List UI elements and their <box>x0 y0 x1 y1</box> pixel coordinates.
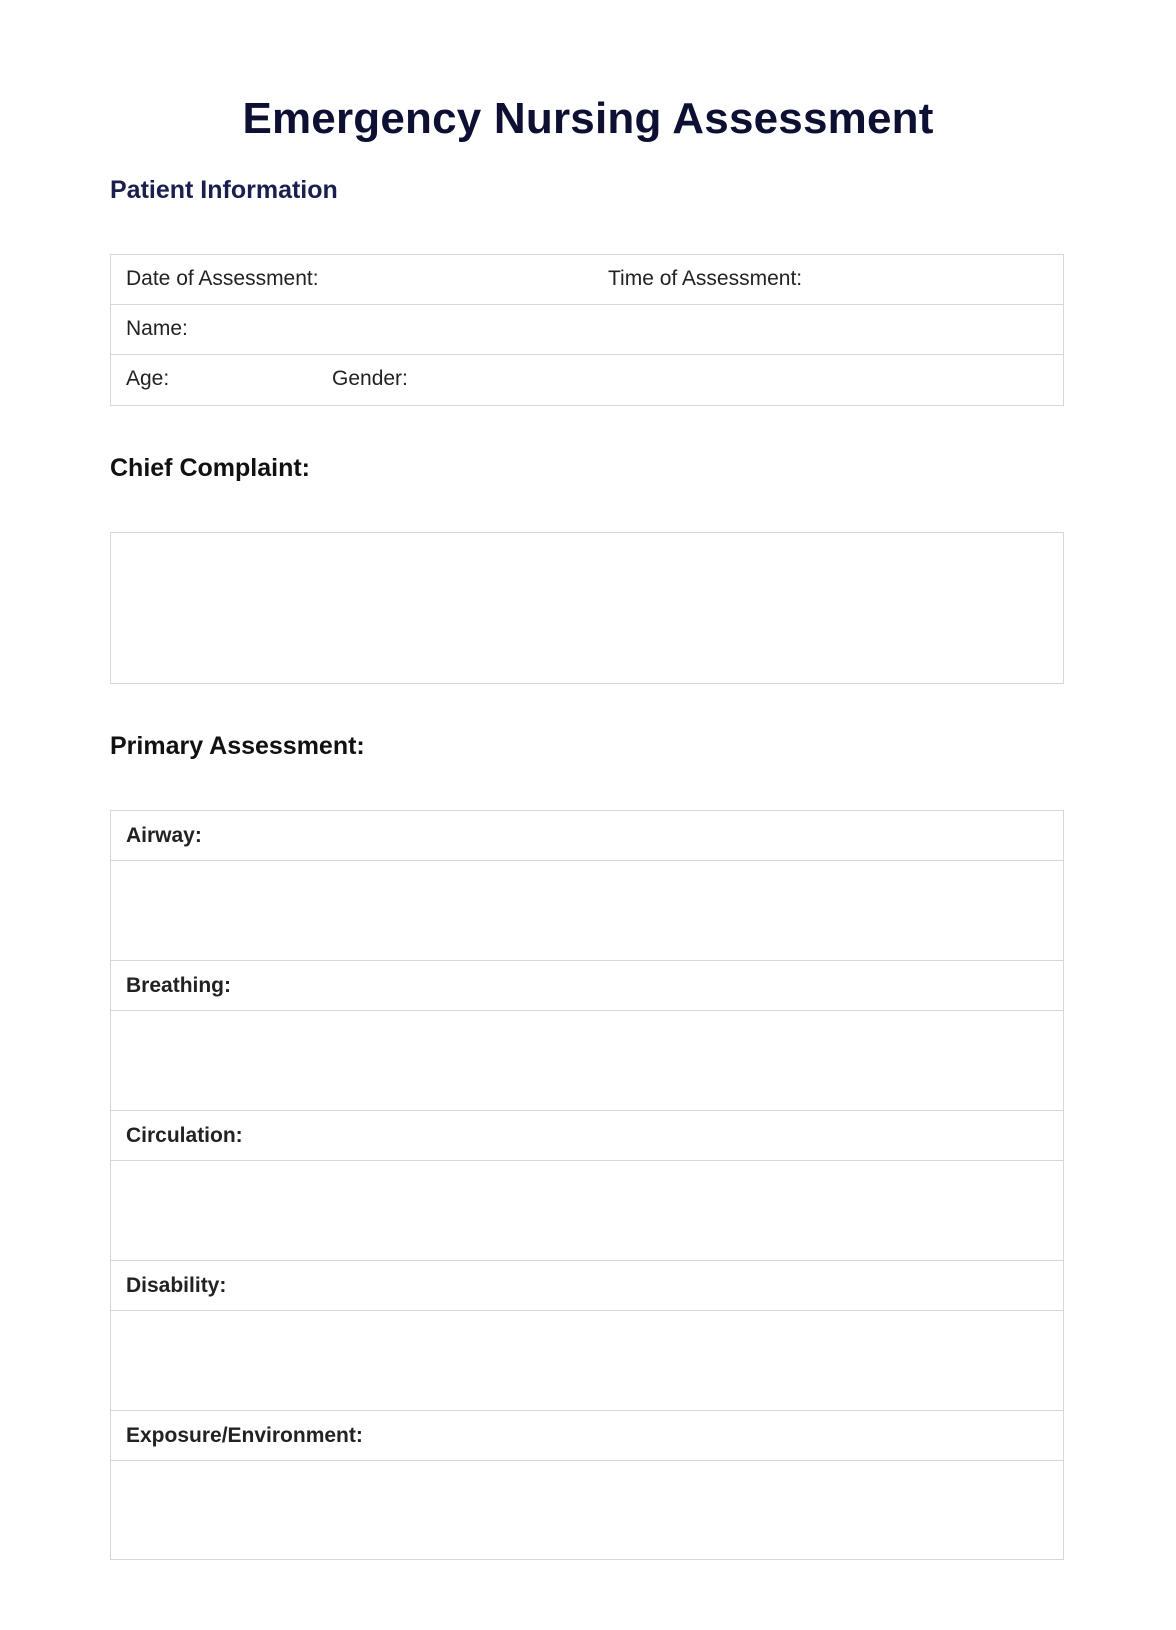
date-time-row <box>111 255 1063 305</box>
airway-label-row <box>111 811 1063 861</box>
age-label: Age: <box>126 367 170 390</box>
chief-complaint-field[interactable] <box>110 532 1064 684</box>
patient-information-heading: Patient Information <box>110 176 338 204</box>
name-label: Name: <box>126 317 188 340</box>
date-of-assessment-label: Date of Assessment: <box>126 267 319 290</box>
airway-field[interactable] <box>111 861 1063 961</box>
breathing-label: Breathing: <box>126 974 231 997</box>
primary-assessment-table <box>110 810 1064 1560</box>
airway-label: Airway: <box>126 824 202 847</box>
age-gender-row <box>111 355 1063 404</box>
circulation-label-row <box>111 1111 1063 1161</box>
patient-information-table <box>110 254 1064 406</box>
time-of-assessment-label: Time of Assessment: <box>608 267 803 290</box>
breathing-field[interactable] <box>111 1011 1063 1111</box>
breathing-label-row <box>111 961 1063 1011</box>
disability-label: Disability: <box>126 1274 227 1297</box>
primary-assessment-heading: Primary Assessment: <box>110 732 365 760</box>
exposure-environment-label: Exposure/Environment: <box>126 1424 363 1447</box>
circulation-field[interactable] <box>111 1161 1063 1261</box>
chief-complaint-heading: Chief Complaint: <box>110 454 310 482</box>
name-row <box>111 305 1063 355</box>
exposure-environment-label-row <box>111 1411 1063 1461</box>
gender-label: Gender: <box>332 367 408 390</box>
circulation-label: Circulation: <box>126 1124 243 1147</box>
disability-field[interactable] <box>111 1311 1063 1411</box>
page-title: Emergency Nursing Assessment <box>242 94 934 143</box>
disability-label-row <box>111 1261 1063 1311</box>
exposure-environment-field[interactable] <box>111 1461 1063 1558</box>
